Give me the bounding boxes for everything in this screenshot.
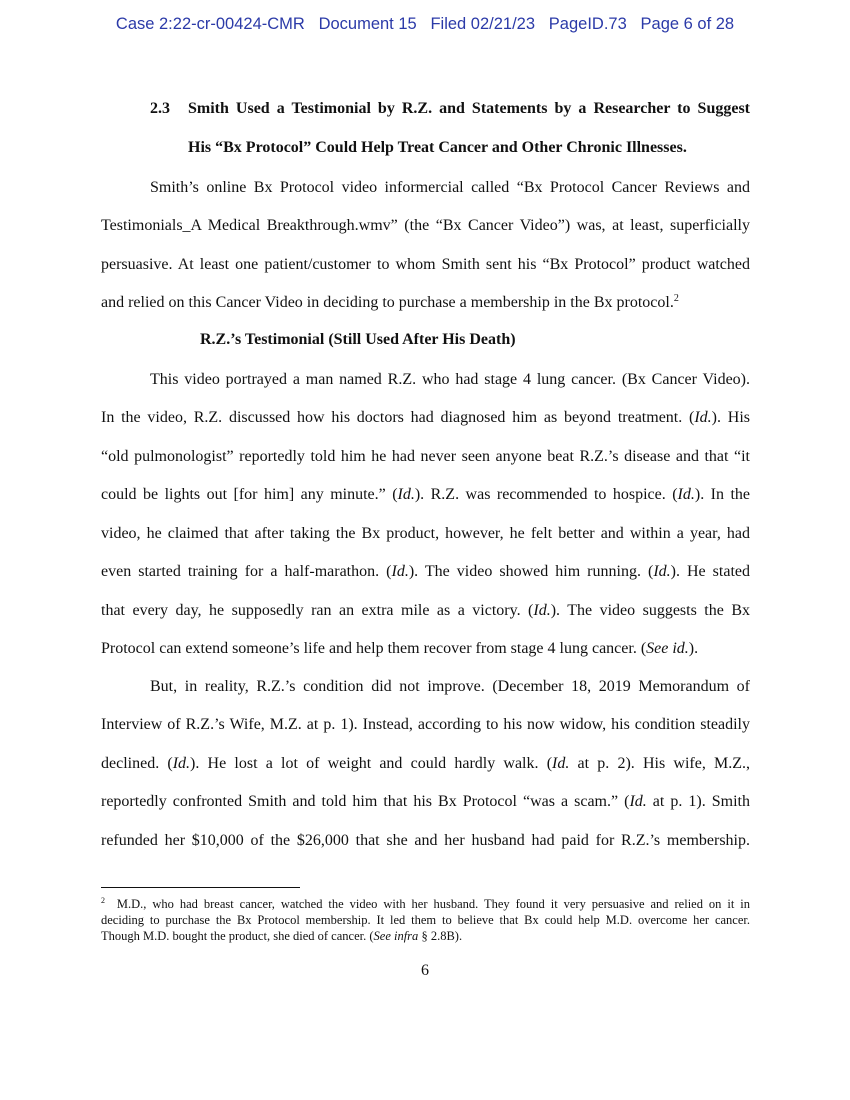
paragraph-3-line: Interview of R.Z.’s Wife, M.Z. at p. 1). Instead, according to his now widow, his condition steadily [101, 716, 750, 733]
subheading: R.Z.’s Testimonial (Still Used After His Death) [200, 331, 516, 348]
footnote-line: $^2$ M.D., who had breast cancer, watched the video with her husband. They found it very persuasive and relied on it in [101, 896, 750, 911]
footnote-reference[interactable]: 2 [673, 293, 679, 304]
paragraph-2-line: that every day, he supposedly ran an extra mile as a victory. (Id.). The video suggests the Bx [101, 602, 751, 619]
footnote-line: deciding to purchase the Bx Protocol membership. It led them to believe that Bx could help M.D. overcome her cancer. [101, 913, 750, 927]
paragraph-3-line: declined. (Id.). He lost a lot of weight and could hardly walk. (Id. at p. 2). His wife, M.Z., [101, 755, 751, 772]
footnote-divider [101, 887, 300, 888]
section-number: 2.3 [150, 100, 170, 117]
case-header: Case 2:22-cr-00424-CMR Document 15 Filed 02/21/23 PageID.73 Page 6 of 28 [115, 15, 735, 33]
paragraph-1-line: persuasive. At least one patient/customer to whom Smith sent his “Bx Protocol” product watched [101, 256, 750, 273]
paragraph-2-line: could be lights out [for him] any minute.” (Id.). R.Z. was recommended to hospice. (Id.). In the [101, 486, 750, 503]
paragraph-2-line: even started training for a half-marathon. (Id.). The video showed him running. (Id.). He stated [101, 563, 750, 580]
footnote-line-last: Though M.D. bought the product, she died of cancer. (See infra § 2.8B). [101, 929, 463, 943]
paragraph-2-line: This video portrayed a man named R.Z. who had stage 4 lung cancer. (Bx Cancer Video). [150, 371, 750, 388]
page-number: 6 [421, 962, 429, 979]
paragraph-2-line: video, he claimed that after taking the Bx product, however, he felt better and within a year, had [101, 525, 750, 542]
footnote-marker: 2 [101, 896, 105, 905]
paragraph-2-line-last: Protocol can extend someone’s life and help them recover from stage 4 lung cancer. (See id.). [101, 640, 699, 657]
section-heading-line2: His “Bx Protocol” Could Help Treat Cancer and Other Chronic Illnesses. [188, 139, 687, 156]
paragraph-1-text: and relied on this Cancer Video in deciding to purchase a membership in the Bx protocol. [101, 294, 674, 311]
paragraph-3-line: refunded her $10,000 of the $26,000 that she and her husband had paid for R.Z.’s membership. [101, 832, 750, 849]
paragraph-2-line: “old pulmonologist” reportedly told him he had never seen anyone beat R.Z.’s disease and that “it [101, 448, 750, 465]
paragraph-1-line: Testimonials_A Medical Breakthrough.wmv” (the “Bx Cancer Video”) was, at least, superficially [101, 217, 750, 234]
section-heading-line1: Smith Used a Testimonial by R.Z. and Statements by a Researcher to Suggest [188, 100, 750, 117]
paragraph-2-line: In the video, R.Z. discussed how his doctors had diagnosed him as beyond treatment. (Id.). His [101, 409, 750, 426]
paragraph-3-line: reportedly confronted Smith and told him that his Bx Protocol “was a scam.” (Id. at p. 1). Smith [101, 793, 750, 810]
paragraph-3-line: But, in reality, R.Z.’s condition did not improve. (December 18, 2019 Memorandum of [150, 678, 750, 695]
paragraph-1-line: Smith’s online Bx Protocol video informercial called “Bx Protocol Cancer Reviews and [150, 179, 750, 196]
paragraph-1-line-last [101, 293, 750, 313]
